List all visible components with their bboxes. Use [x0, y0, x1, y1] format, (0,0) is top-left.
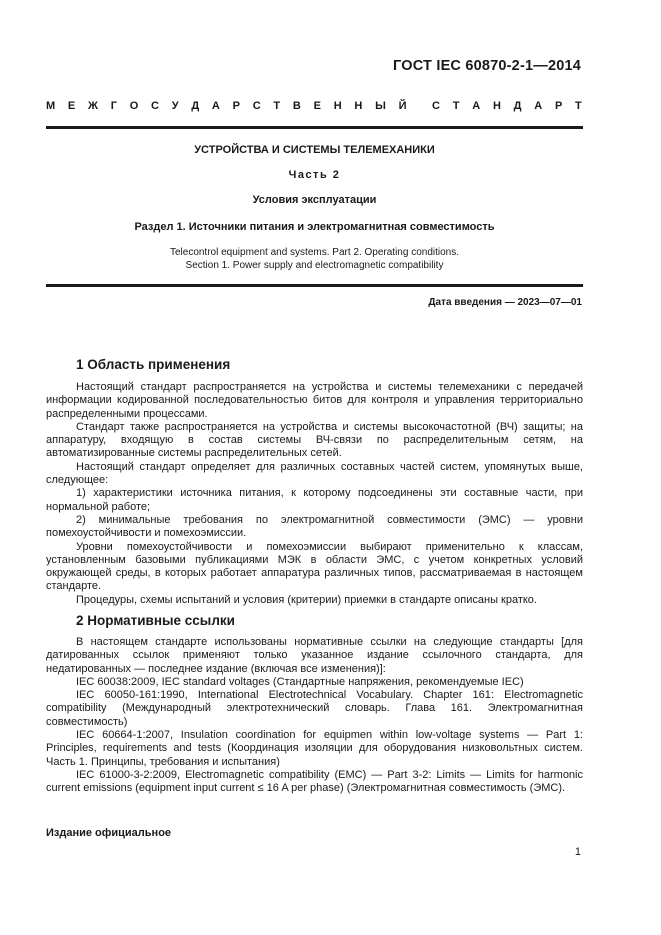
banner-letter: О — [129, 100, 139, 112]
banner-letter: Е — [67, 100, 76, 112]
banner-letter: Т — [273, 100, 281, 112]
official-edition-label: Издание официальное — [46, 827, 172, 839]
banner-letter: Д — [191, 100, 200, 112]
banner-letter: Н — [333, 100, 342, 112]
banner-letter: Т — [452, 100, 460, 112]
banner-letter: С — [432, 100, 440, 112]
section2-reference: IEC 60050-161:1990, International Electrotechnical Vocabulary. Chapter 161: Electromagnetic compatibility (Международный электротехнический словарь. Глава 161. Электромагнитная совместимость) — [46, 689, 583, 728]
english-title-line2: Section 1. Power supply and electromagnetic compatibility — [185, 260, 444, 271]
header-rule-top — [46, 126, 583, 129]
section2-reference: IEC 61000-3-2:2009, Electromagnetic compatibility (EMC) — Part 3-2: Limits — Limits for harmonic current emissions (equipment input current ≤ 16 A per phase) (Электромагнитная совместимость (ЭМС). — [46, 768, 583, 795]
section1-paragraph: Уровни помехоустойчивости и помехоэмиссии выбирают применительно к классам, установленным базовыми публикациями МЭК в области ЭМС, с учетом конкретных условий окружающей среды, в которых работает аппаратура различных типов, рассматриваемая в настоящем стандарте. — [46, 540, 583, 593]
section1-list-item: 1) характеристики источника питания, к которому подсоединены эти составные части, при нормальной работе; — [46, 487, 583, 513]
section2-reference: IEC 60664-1:2007, Insulation coordination for equipmen within low-voltage systems — Part 1: Principles, requirements and tests (Координация изоляции для оборудования низковольтных систем. Часть 1. Принципы, требования и испытания) — [46, 729, 583, 768]
banner-letter: М — [46, 100, 56, 112]
section1-paragraph: Настоящий стандарт распространяется на устройства и системы телемеханики с передачей информации кодированной последовательностью битов для контроля и управления территориально распределенными процессами. — [46, 381, 583, 420]
section2-body — [46, 636, 583, 796]
banner-letter: А — [211, 100, 220, 112]
banner-letter: Й — [398, 100, 407, 112]
standard-conditions: Условия эксплуатации — [252, 194, 377, 206]
section1-paragraph: Стандарт также распространяется на устройства и системы высокочастотной (ВЧ) защиты; на аппаратуру, входящую в состав системы ВЧ-связи по распределительным сетям, на автоматизированные системы распределительных сетей. — [46, 420, 583, 460]
banner-letter: С — [151, 100, 159, 112]
banner-letter: А — [534, 100, 543, 112]
section1-body — [46, 381, 583, 607]
section2-heading: 2 Нормативные ссылки — [76, 613, 235, 628]
banner-letter: Н — [492, 100, 501, 112]
banner-letter: У — [171, 100, 179, 112]
banner-letter: Р — [232, 100, 240, 112]
banner-letter: Р — [554, 100, 563, 112]
banner-letter: Д — [513, 100, 522, 112]
banner-letter: Ы — [375, 100, 386, 112]
standard-title: УСТРОЙСТВА И СИСТЕМЫ ТЕЛЕМЕХАНИКИ — [194, 144, 435, 156]
standard-section: Раздел 1. Источники питания и электромагнитная совместимость — [134, 221, 495, 233]
header-rule-bottom — [46, 284, 583, 287]
introduction-date: Дата введения — 2023—07—01 — [428, 297, 582, 308]
banner-letter: В — [292, 100, 301, 112]
banner-letter: С — [252, 100, 261, 112]
banner-letter: Н — [354, 100, 363, 112]
document-code: ГОСТ IEC 60870-2-1—2014 — [393, 58, 581, 74]
english-title — [46, 246, 583, 272]
section1-heading: 1 Область применения — [76, 357, 231, 372]
standard-part: Часть 2 — [288, 169, 341, 181]
section1-paragraph: Настоящий стандарт определяет для различных составных частей систем, упомянутых выше, следующее: — [46, 460, 583, 487]
banner-letter: Т — [575, 100, 582, 112]
banner-letter: Г — [110, 100, 117, 112]
banner-letter: Е — [313, 100, 321, 112]
english-title-line1: Telecontrol equipment and systems. Part 2. Operating conditions. — [169, 247, 460, 258]
section2-paragraph: В настоящем стандарте использованы нормативные ссылки на следующие стандарты [для датированных ссылок применяют только указанное издание ссылочного стандарта, для недатированных — последнее издание (включая все изменения)]: — [46, 636, 583, 675]
banner-letter: А — [472, 100, 481, 112]
banner-letter: Ж — [88, 100, 98, 112]
interstate-standard-banner — [46, 100, 582, 112]
section2-reference: IEC 60038:2009, IEC standard voltages (Стандартные напряжения, рекомендуемые IEC) — [76, 675, 524, 688]
section1-list-item: 2) минимальные требования по электромагнитной совместимости (ЭМС) — уровни помехоустойчивости и помехоэмиссии. — [46, 513, 583, 540]
section1-paragraph: Процедуры, схемы испытаний и условия (критерии) приемки в стандарте описаны кратко. — [76, 593, 537, 606]
page-number: 1 — [574, 846, 581, 858]
